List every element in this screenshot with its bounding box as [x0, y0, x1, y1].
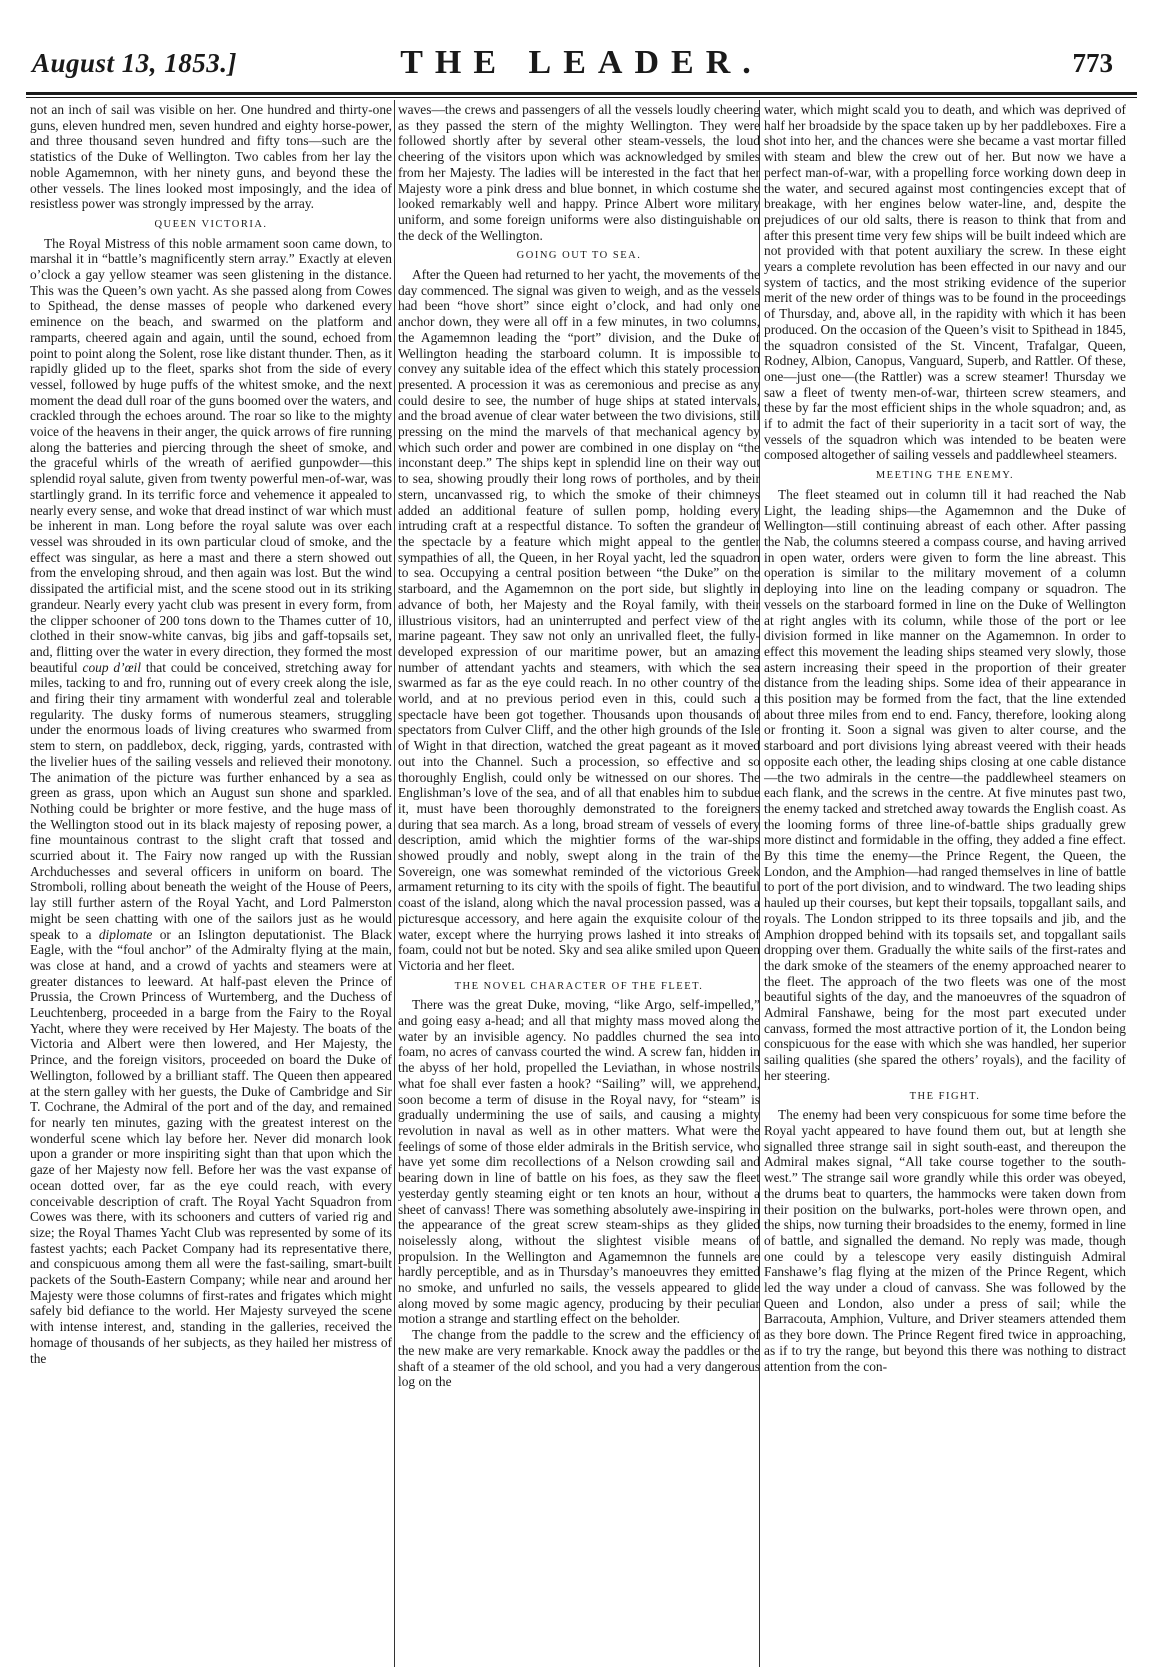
section-heading-queen-victoria: QUEEN VICTORIA. [154, 218, 268, 230]
text-run: The Royal Mistress of this noble armament soon came down, to marshal it in “battle’s magnificently stern array.” Exactly at eleven o’clock a gay yellow steamer was seen glistening in the distance. This was the Queen’s own yacht. As she passed along from Cowes to Spithead, the dense masses of people who darkened every eminence on the beach, and swarmed on the platform and ramparts, cheered again and again, until the sound, echoed from point to point along the Solent, rose like distant thunder. Then, as it rapidly glided up to the fleet, sparks shot from the side of every vessel, followed by huge puffs of the whitest smoke, and the next moment the dead dull roar of the guns boomed over the waters, and crackled through the echoes around. The roar so like to the mighty voice of the heavens in their anger, the quick arrows of fire running along the batteries and piercing through the sheet of smoke, and the graceful whirls of the wreath of aerified gunpowder—this splendid royal salute, given from twenty powerful men-of-war, was startlingly grand. In its terrific force and vehemence it appealed to nearly every sense, and woke that dread instinct of war which must be inherent in man. Long before the royal salute was over each vessel was shrouded in its own particular cloud of smoke, and the effect was singular, as here a mast and there a stern showed out from the enveloping shroud, and then again was lost. But the wind dissipated the artificial mist, and the scene stood out in its striking grandeur. Nearly every yacht club was present in every form, from the clipper schooner of 200 tons down to the Thames cutter of 10, clothed in their snow-white canvas, big jibs and gaff-topsails set, and, flitting over the water in every direction, they formed the most beautiful [30, 235, 392, 675]
masthead-rule-thin [26, 97, 1137, 98]
paragraph-novel-character: There was the great Duke, moving, “like Argo, self-impelled,” and going easy a-head; and all that mighty mass moved along the water by an invisible agency. No paddles churned the sea into foam, no acres of canvass courted the wind. A screw fan, hidden in the abyss of her hold, propelled the Leviathan, in whose nostrils what foe shall ever fasten a hook? “Sailing” will, we apprehend, soon become a term of disuse in the Royal navy, for “steam” is gradually undermining the use of sails, and causing a mighty revolution in naval as well as in other matters. What were the feelings of some of those elder admirals in the British service, who have yet some dim recollections of a Nelson crowding sail and bearing down in line of battle on his foes, as they saw the fleet yesterday gently steaming eight or ten knots an hour, without a sheet of canvass! There was something absolutely awe-inspiring in the appearance of the great screw steam-ships as they glided noiselessly along, without the slightest visible means of propulsion. In the Wellington and Agamemnon the funnels are hardly perceptible, and as in Thursday’s manoeuvres they emitted no smoke, and unfurled no sails, the vessels appeared to glide along moved by some magic agency, producing by their peculiar motion a strange and startling effect on the beholder. [398, 997, 760, 1327]
section-heading-the-fight: THE FIGHT. [909, 1090, 981, 1102]
paragraph-continued: waves—the crews and passengers of all the vessels loudly cheering as they passed the stern of the mighty Wellington. They were followed shortly after by several other steam-vessels, the loud cheering of the visitors upon which was acknowledged by smiles from her Majesty. The ladies will be interested in the fact that her Majesty wore a pink dress and blue bonnet, in which costume she looked remarkably well and happy. Prince Albert wore military uniform, and some foreign uniforms were also distinguishable on the deck of the Wellington. [398, 102, 760, 243]
section-heading-meeting-the-enemy: MEETING THE ENEMY. [875, 470, 1015, 482]
paragraph-the-fight: The enemy had been very conspicuous for some time before the Royal yacht appeared to have found them out, but at length she signalled three strange sail in sight south-east, and thereupon the Admiral makes signal, “All take course together to the south-west.” The strange sail wore grandly while this order was obeyed, the drums beat to quarters, the hammocks were taken down from their position on the bulwarks, port-holes were thrown open, and the ships, now turning their broadsides to the enemy, formed in line of battle, and signalled the demand. No reply was made, though one could by a telescope very easily distinguish Admiral Fanshawe’s flag flying at the mizen of the Prince Regent, which led the way under a cloud of canvass. She was followed by the Queen and London, also under a press of sail; while the Barracouta, Amphion, Vulture, and Driver steamers attended them as they bore down. The Prince Regent fired twice in approaching, as if to try the range, but beyond this there was nothing to distract attention from the con- [764, 1107, 1126, 1374]
issue-date: August 13, 1853.] [32, 48, 238, 78]
page-number: 773 [1072, 48, 1113, 78]
paragraph-paddle-screw: The change from the paddle to the screw and the efficiency of the new make are very remarkable. Knock away the paddles or the shaft of a steamer of the old school, and you had a very dangerous log on the [398, 1327, 760, 1390]
column-1 [30, 102, 392, 1667]
newspaper-title: THE LEADER. [400, 44, 763, 81]
section-heading-novel-character: THE NOVEL CHARACTER OF THE FLEET. [454, 980, 704, 992]
text-run: or an Islington deputationist. The Black Eagle, with the “foul anchor” of the Admiralty flying at the main, was close at hand, and a crowd of yachts and steamers were at greater distances to leeward. At half-past eleven the Prince of Prussia, the Crown Princess of Wurtemberg, and the Duchess of Leuchtenberg, proceeded in a barge from the Fairy to the Royal Yacht, where they were received by Her Majesty. The boats of the Victoria and Albert were then lowered, and Her Majesty, the Prince, and the foreign visitors, proceeded on board the Duke of Wellington, followed by a brilliant staff. The Queen then appeared at the stern galley with her guests, the Duke of Cambridge and Sir T. Cochrane, the Admiral of the port and of the day, and remained for nearly ten minutes, gazing with the greatest interest on the wonderful scene which lay before her. Never did monarch look upon a grander or more inspiriting sight than that upon which the gaze of her Majesty now fell. Before her was the vast expanse of ocean dotted over, far as the eye could reach, with every conceivable description of craft. The Royal Yacht Squadron from Cowes was there, with its schooners and cutters of varied rig and size; the Royal Thames Yacht Club was represented by some of its fastest yachts; each Packet Company had its representative there, and conspicuous among them all were the fast-sailing, smart-built packets of the South-Eastern Company; while near and around her Majesty were those columns of first-rates and frigates which might safely bid defiance to the world. Her Majesty surveyed the scene with intense interest, and, standing in the galleries, received the homage of thousands of her subjects, as they hailed her mistress of the [30, 926, 392, 1366]
paragraph-meeting-enemy: The fleet steamed out in column till it had reached the Nab Light, the leading ships—the Agamemnon and the Duke of Wellington—still continuing abreast of each other. After passing the Nab, the columns steered a compass course, and having arrived in open water, orders were given to form the line abreast. This operation is similar to the military movement of a column deploying into line on the leading company or squadron. The vessels on the starboard formed in line on the Duke of Wellington at right angles with its column, while those of the port or lee division formed in like manner on the Agamemnon. In order to effect this movement the leading ships steamed very slowly, those astern increasing their speed in the proportion of their greater distance from the leading ships. Some idea of their appearance in this position may be formed from the fact, that the line extended about three miles from end to end. Fancy, therefore, looking along or fronting it. Soon a signal was given to alter course, and the starboard and port divisions lying abreast veered with their heads opposite each other, the leading ships closing at one cable distance—the two admirals in the centre—the paddlewheel steamers on each flank, and the screws in the centre. At five minutes past two, the enemy tacked and stretched away towards the English coast. As the looming forms of three line-of-battle ships gradually grew more distinct and formidable in the offing, they added a fine effect. By this time the enemy—the Prince Regent, the Queen, the London, and the Amphion—had ranged themselves in line of battle to port of the port division, and to windward. The two leading ships hauled up their courses, but kept their topsails, topgallant sails, and royals. The London stripped to its three topsails and jib, and the Amphion dropped behind with its topsails set, and topgallant sails dropping over them. Gradually the white sails of the first-rates and the dark smoke of the steamers of the enemy approached nearer to the fleet. The approach of the two fleets was one of the most beautiful sights of the day, and the manoeuvres of the squadron of Admiral Fanshawe, being for the most part executed under canvass, formed the most attractive portion of it, the London being conspicuous for the ease with which she was handled, her superior sailing qualities (she spared the others’ royals), and the facility of her steering. [764, 486, 1126, 1083]
paragraph-continued: not an inch of sail was visible on her. One hundred and thirty-one guns, eleven hundred men, seven hundred and eighty horse-power, and three thousand seven hundred and fifty tons—such are the statistics of the Duke of Wellington. Two cables from her lay the noble Agamemnon, with her ninety guns, and beyond these the other vessels. The lines looked most imposingly, and the idea of resistless power was strongly impressed by the array. [30, 102, 392, 212]
italic-phrase: diplomate [98, 926, 153, 942]
column-divider-1 [394, 100, 395, 1667]
paragraph-queen-victoria [30, 236, 392, 1367]
italic-phrase: coup d’œil [82, 659, 141, 675]
masthead [26, 38, 1137, 90]
column-2 [398, 102, 760, 1667]
text-run: that could be conceived, stretching away for miles, tacking to and fro, running out of every creek along the isle, and firing their tiny armament with wonderful zeal and tolerable regularity. The dusky forms of numerous steamers, struggling under the enormous loads of living creatures who swarmed from stem to stern, on paddlebox, deck, rigging, yards, contrasted with the livelier hues of the sailing vessels and relieved their monotony. The animation of the picture was further enhanced by a sea as green as grass, upon which an August sun shone and sparkled. Nothing could be brighter or more festive, and the huge mass of the Wellington stood out in its black majesty of reposing power, a fine mountainous contrast to the slight craft that tossed and scurried about it. The Fairy now ranged up with the Russian Archduchesses and several officers in uniform on board. The Stromboli, rolling about beneath the weight of the House of Peers, lay still further astern of the Royal Yacht, and Lord Palmerston might be seen chatting with one of the sailors just as he would speak to a [30, 659, 392, 942]
paragraph-going-out: After the Queen had returned to her yacht, the movements of the day commenced. The signal was given to weigh, and as the vessels had been “hove short” since eight o’clock, and had only one anchor down, they were all off in a few minutes, in two columns, the Agamemnon leading the “port” division, and the Duke of Wellington heading the starboard column. It is impossible to convey any suitable idea of the effect which this stately procession presented. A procession it was as ceremonious and precise as any could desire to see, the number of huge ships at stated intervals, and the broad avenue of clear water between the two divisions, still pressing on the mind the marvels of that mechanical agency by which such order and power are combined in one display on “the inconstant deep.” The ships kept in splendid line on their way out to sea, showing proudly their long rows of portholes, and by their stern, uncanvassed rig, to which the smoke of their chimneys added an additional feature of sullen pomp, holding every intruding craft at a respectful distance. To soften the grandeur of the spectacle by a feature which might appeal to the gentler sympathies of all, the Queen, in her Royal yacht, led the squadron to sea. Occupying a central position between “the Duke” on the starboard, and the Agamemnon on the port side, but slightly in advance of both, her Majesty and the Royal family, with their illustrious visitors, had an uninterrupted and perfect view of the marine pageant. They saw not only an unrivalled fleet, the fully-developed expression of our maritime power, but an amazing number of attendant yachts and steamers, with which the sea swarmed as far as the eye could reach. In no other country of the world, and at no previous period even in this, could such a spectacle have been got together. Thousands upon thousands of spectators from Culver Cliff, and the other high grounds of the Isle of Wight in that direction, watched the great pageant as it moved out into the Channel. Such a procession, so effective and so thoroughly English, could only be witnessed on our shores. The Englishman’s love of the sea, and of all that enables him to subdue it, must have been thoroughly demonstrated to the foreigners during that sea march. As a long, broad stream of vessels of every description, amid which the mightier forms of the war-ships showed proudly and nobly, swept along in the train of the Sovereign, one was somewhat reminded of the victorious Greek armament returning to its city with the spoils of fight. The beautiful coast of the island, along which the naval procession passed, was a picturesque accessory, and here again the exquisite colour of the water, except where the hurrying prows lashed it into streaks of foam, could not but be noted. Sky and sea alike smiled upon Queen Victoria and her fleet. [398, 267, 760, 973]
masthead-rule-thick [26, 92, 1137, 95]
column-3 [764, 102, 1126, 1667]
paragraph-continued: water, which might scald you to death, and which was deprived of half her broadside by the space taken up by her paddleboxes. Fire a shot into her, and the chances were she became a vast mortar filled with steam and blew the crew out of her. But now we have a perfect man-of-war, with a propelling force working down deep in the water, and secured against most contingencies except that of breakage, with her engines below water-line, and, despite the prejudices of our old salts, there is reason to think that from and after this present time very few ships will be built indeed which are not provided with that potent auxiliary the screw. In these eight years a complete revolution has been effected in our navy and our system of tactics, and the most striking evidence of the superior merit of the new order of things was to be found in the proceedings of Thursday, and, above all, in the rapidity with which it has been produced. On the occasion of the Queen’s visit to Spithead in 1845, the squadron consisted of the St. Vincent, Trafalgar, Queen, Rodney, Albion, Canopus, Vanguard, Superb, and Rattler. Of these, one—just one—(the Rattler) was a screw steamer! Thursday we saw a fleet of twenty men-of-war, thirteen screw steamers, and these by far the most efficient ships in the whole squadron; and, as if to admit the fact of their superiority in a tacit sort of way, the vessels of the squadron which was intended to be beaten were composed altogether of sailing vessels and paddlewheel steamers. [764, 102, 1126, 463]
section-heading-going-out-to-sea: GOING OUT TO SEA. [516, 250, 642, 262]
